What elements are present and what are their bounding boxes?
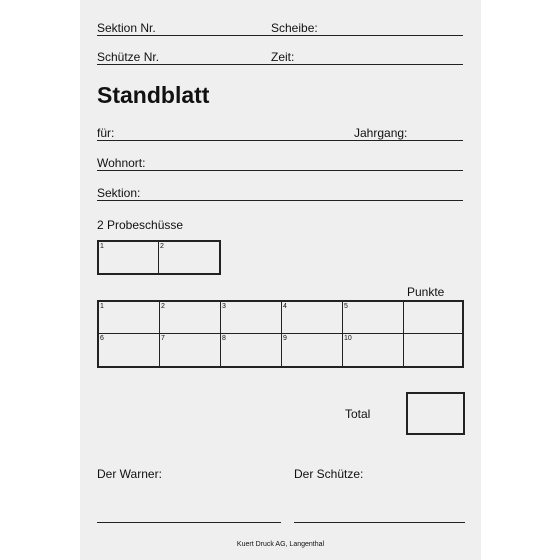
- shot-number: 4: [283, 303, 287, 310]
- shots-grid: [97, 300, 464, 368]
- wohnort-line[interactable]: [97, 170, 463, 171]
- probe-cell[interactable]: [159, 242, 219, 273]
- shot-number: 9: [283, 335, 287, 342]
- shot-cell[interactable]: [282, 302, 343, 334]
- punkte-cell[interactable]: [404, 302, 462, 334]
- printer-imprint: Kuert Druck AG, Langenthal: [236, 541, 325, 548]
- probeschuesse-label: 2 Probeschüsse: [97, 218, 184, 232]
- probe-number: 2: [160, 243, 164, 250]
- shot-number: 3: [222, 303, 226, 310]
- shot-number: 8: [222, 335, 226, 342]
- shot-cell[interactable]: [282, 334, 343, 366]
- shot-number: 1: [100, 303, 104, 310]
- sektion-label: Sektion:: [97, 186, 141, 200]
- probe-grid: [97, 240, 221, 275]
- punkte-cell[interactable]: [404, 334, 462, 366]
- shot-cell[interactable]: [99, 334, 160, 366]
- schuetze-zeit-line[interactable]: [97, 64, 463, 65]
- probe-cell[interactable]: [99, 242, 159, 273]
- schuetze-nr-label: Schütze Nr.: [97, 50, 160, 64]
- shot-cell[interactable]: [221, 334, 282, 366]
- scheibe-label: Scheibe:: [271, 21, 318, 35]
- total-box[interactable]: [406, 392, 465, 435]
- warner-signature-line[interactable]: [97, 522, 281, 523]
- page-title: Standblatt: [97, 82, 210, 108]
- total-label: Total: [345, 407, 371, 421]
- shot-number: 2: [161, 303, 165, 310]
- punkte-label: Punkte: [407, 285, 445, 299]
- probe-number: 1: [100, 243, 104, 250]
- shot-cell[interactable]: [160, 334, 221, 366]
- shot-number: 5: [344, 303, 348, 310]
- sektion-scheibe-line[interactable]: [97, 35, 463, 36]
- sektion-nr-label: Sektion Nr.: [97, 21, 156, 35]
- wohnort-label: Wohnort:: [97, 156, 146, 170]
- fuer-jahrgang-line[interactable]: [97, 140, 463, 141]
- shot-cell[interactable]: [99, 302, 160, 334]
- zeit-label: Zeit:: [271, 50, 295, 64]
- shot-cell[interactable]: [343, 334, 404, 366]
- sektion-line[interactable]: [97, 200, 463, 201]
- shot-number: 7: [161, 335, 165, 342]
- shot-cell[interactable]: [343, 302, 404, 334]
- shot-number: 10: [344, 335, 352, 342]
- schuetze-signature-line[interactable]: [294, 522, 465, 523]
- fuer-label: für:: [97, 126, 115, 140]
- shot-number: 6: [100, 335, 104, 342]
- jahrgang-label: Jahrgang:: [354, 126, 408, 140]
- warner-label: Der Warner:: [97, 467, 162, 481]
- shot-cell[interactable]: [160, 302, 221, 334]
- shot-cell[interactable]: [221, 302, 282, 334]
- schuetze-label: Der Schütze:: [294, 467, 364, 481]
